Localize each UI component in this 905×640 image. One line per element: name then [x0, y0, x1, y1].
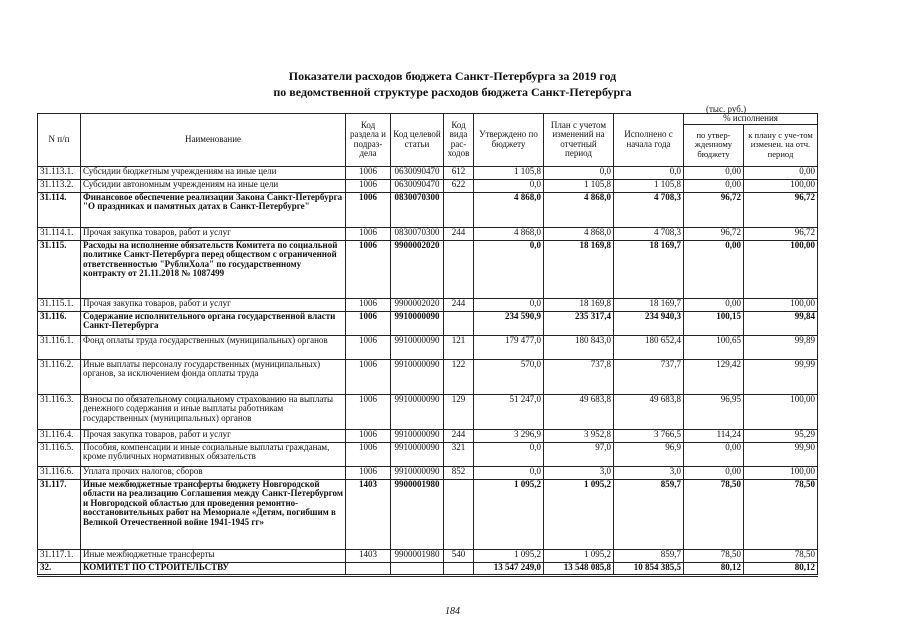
row-plan: 3,0	[544, 466, 614, 479]
row-section: 1006	[346, 311, 391, 335]
header-article-code: Код целевой статьи	[391, 114, 444, 167]
row-name: Иные межбюджетные трансферты бюджету Новгородской области на реализацию Соглашения между Санкт-Петербургом и Новгородской областью для проведения ремонтно-восстановительных работ на Мемориале «Детям, погибшим в Великой Отечественной войне 1941-1945 гг»	[81, 479, 346, 549]
row-pct-plan: 99,99	[744, 359, 818, 394]
row-article: 9900001980	[391, 479, 444, 549]
row-article: 9910000090	[391, 311, 444, 335]
row-executed: 737,7	[614, 359, 684, 394]
row-name: Расходы на исполнение обязательств Комитета по социальной политике Санкт-Петербурга перед обществом с ограниченной ответственностью "РублиХола" по государственному контракту от 21.11.2018 № 1087499	[81, 240, 346, 298]
row-num: 31.115.	[38, 240, 81, 298]
row-article: 9910000090	[391, 466, 444, 479]
row-approved: 4 868,0	[474, 227, 544, 240]
row-kind: 244	[444, 298, 474, 311]
row-plan: 1 095,2	[544, 549, 614, 562]
row-num: 32.	[38, 562, 81, 575]
row-pct-approved: 100,15	[684, 311, 744, 335]
row-section: 1006	[346, 394, 391, 429]
row-section: 1403	[346, 549, 391, 562]
row-executed: 18 169,7	[614, 240, 684, 298]
row-section	[346, 562, 391, 575]
row-plan: 4 868,0	[544, 192, 614, 227]
row-pct-plan: 95,29	[744, 429, 818, 442]
row-pct-approved: 0,00	[684, 240, 744, 298]
row-pct-plan: 100,00	[744, 240, 818, 298]
row-executed: 180 652,4	[614, 335, 684, 359]
row-section: 1006	[346, 179, 391, 192]
row-name: Уплата прочих налогов, сборов	[81, 466, 346, 479]
row-num: 31.117.1.	[38, 549, 81, 562]
row-name: КОМИТЕТ ПО СТРОИТЕЛЬСТВУ	[81, 562, 346, 575]
row-article: 9900001980	[391, 549, 444, 562]
row-executed: 0,0	[614, 166, 684, 179]
row-num: 31.114.	[38, 192, 81, 227]
row-pct-plan: 99,90	[744, 442, 818, 466]
row-article: 9910000090	[391, 394, 444, 429]
row-plan: 180 843,0	[544, 335, 614, 359]
row-pct-approved: 0,00	[684, 466, 744, 479]
row-approved: 0,0	[474, 466, 544, 479]
row-approved: 3 296,9	[474, 429, 544, 442]
row-article: 9900002020	[391, 298, 444, 311]
row-kind: 244	[444, 227, 474, 240]
row-executed: 1 105,8	[614, 179, 684, 192]
row-approved: 0,0	[474, 298, 544, 311]
row-article: 0830070300	[391, 227, 444, 240]
row-pct-approved: 78,50	[684, 549, 744, 562]
row-kind: 244	[444, 429, 474, 442]
row-name: Субсидии бюджетным учреждениям на иные цели	[81, 166, 346, 179]
row-executed: 18 169,7	[614, 298, 684, 311]
row-num: 31.116.6.	[38, 466, 81, 479]
row-kind: 622	[444, 179, 474, 192]
row-approved: 1 095,2	[474, 479, 544, 549]
row-section: 1006	[346, 240, 391, 298]
row-approved: 1 105,8	[474, 166, 544, 179]
row-pct-approved: 96,72	[684, 227, 744, 240]
row-kind: 612	[444, 166, 474, 179]
row-kind: 121	[444, 335, 474, 359]
units-label: (тыс. руб.)	[706, 104, 747, 114]
row-num: 31.116.5.	[38, 442, 81, 466]
row-section: 1006	[346, 359, 391, 394]
row-num: 31.113.2.	[38, 179, 81, 192]
row-section: 1006	[346, 442, 391, 466]
row-article: 0830070300	[391, 192, 444, 227]
row-article: 9910000090	[391, 359, 444, 394]
report-title-line-1: Показатели расходов бюджета Санкт-Петербурга за 2019 год	[288, 69, 617, 83]
row-name: Прочая закупка товаров, работ и услуг	[81, 227, 346, 240]
row-pct-plan: 78,50	[744, 479, 818, 549]
row-plan: 4 868,0	[544, 227, 614, 240]
row-article: 9910000090	[391, 429, 444, 442]
row-kind: 852	[444, 466, 474, 479]
row-executed: 234 940,3	[614, 311, 684, 335]
row-pct-approved: 96,95	[684, 394, 744, 429]
row-approved: 0,0	[474, 240, 544, 298]
row-pct-plan: 99,84	[744, 311, 818, 335]
row-num: 31.115.1.	[38, 298, 81, 311]
header-pct-plan: к плану с уче-том изменен. на отч. период	[744, 124, 818, 166]
row-section: 1006	[346, 466, 391, 479]
row-name: Иные выплаты персоналу государственных (муниципальных) органов, за исключением фонда оплаты труда	[81, 359, 346, 394]
row-executed: 859,7	[614, 549, 684, 562]
row-executed: 4 708,3	[614, 192, 684, 227]
budget-table	[37, 113, 818, 577]
row-approved: 1 095,2	[474, 549, 544, 562]
row-section: 1006	[346, 166, 391, 179]
row-kind: 321	[444, 442, 474, 466]
row-approved: 570,0	[474, 359, 544, 394]
row-pct-approved: 129,42	[684, 359, 744, 394]
row-pct-plan: 96,72	[744, 227, 818, 240]
row-executed: 4 708,3	[614, 227, 684, 240]
row-pct-plan: 96,72	[744, 192, 818, 227]
header-plan: План с учетом изменений на отчетный период	[544, 114, 614, 167]
row-section: 1403	[346, 479, 391, 549]
header-name: Наименование	[81, 114, 346, 167]
row-pct-approved: 78,50	[684, 479, 744, 549]
row-executed: 10 854 385,5	[614, 562, 684, 575]
row-approved: 51 247,0	[474, 394, 544, 429]
row-num: 31.113.1.	[38, 166, 81, 179]
header-approved: Утверждено по бюджету	[474, 114, 544, 167]
row-plan: 3 952,8	[544, 429, 614, 442]
row-section: 1006	[346, 227, 391, 240]
row-executed: 96,9	[614, 442, 684, 466]
row-executed: 3,0	[614, 466, 684, 479]
row-kind	[444, 311, 474, 335]
header-kind-code: Код вида рас-ходов	[444, 114, 474, 167]
row-kind	[444, 562, 474, 575]
row-section: 1006	[346, 429, 391, 442]
header-num: N п/п	[38, 114, 81, 167]
row-executed: 3 766,5	[614, 429, 684, 442]
row-executed: 859,7	[614, 479, 684, 549]
row-name: Прочая закупка товаров, работ и услуг	[81, 429, 346, 442]
page-number: 184	[445, 606, 460, 617]
row-name: Взносы по обязательному социальному страхованию на выплаты денежного содержания и иные выплаты работникам государственных (муниципальных) органов	[81, 394, 346, 429]
row-pct-plan: 100,00	[744, 179, 818, 192]
row-pct-approved: 80,12	[684, 562, 744, 575]
row-section: 1006	[346, 335, 391, 359]
row-pct-plan: 78,50	[744, 549, 818, 562]
header-percent-group: % исполнения	[684, 114, 818, 125]
row-kind	[444, 479, 474, 549]
row-plan: 18 169,8	[544, 240, 614, 298]
row-kind: 540	[444, 549, 474, 562]
header-section-code: Код раздела и подраз-дела	[346, 114, 391, 167]
row-num: 31.116.	[38, 311, 81, 335]
row-num: 31.117.	[38, 479, 81, 549]
row-name: Иные межбюджетные трансферты	[81, 549, 346, 562]
row-pct-approved: 96,72	[684, 192, 744, 227]
row-name: Содержание исполнительного органа государственной власти Санкт-Петербурга	[81, 311, 346, 335]
row-plan: 97,0	[544, 442, 614, 466]
row-article: 9910000090	[391, 442, 444, 466]
row-pct-approved: 0,00	[684, 179, 744, 192]
row-plan: 1 105,8	[544, 179, 614, 192]
row-pct-plan: 0,00	[744, 166, 818, 179]
row-plan: 49 683,8	[544, 394, 614, 429]
row-approved: 179 477,0	[474, 335, 544, 359]
row-name: Пособия, компенсации и иные социальные выплаты гражданам, кроме публичных нормативных обязательств	[81, 442, 346, 466]
row-approved: 0,0	[474, 179, 544, 192]
row-name: Субсидии автономным учреждениям на иные цели	[81, 179, 346, 192]
row-article: 9900002020	[391, 240, 444, 298]
row-pct-approved: 114,24	[684, 429, 744, 442]
row-num: 31.116.4.	[38, 429, 81, 442]
row-plan: 1 095,2	[544, 479, 614, 549]
row-num: 31.116.3.	[38, 394, 81, 429]
row-pct-plan: 100,00	[744, 298, 818, 311]
row-executed: 49 683,8	[614, 394, 684, 429]
row-kind: 122	[444, 359, 474, 394]
row-name: Финансовое обеспечение реализации Закона Санкт-Петербурга "О праздниках и памятных датах в Санкт-Петербурге"	[81, 192, 346, 227]
row-pct-plan: 99,89	[744, 335, 818, 359]
row-plan: 0,0	[544, 166, 614, 179]
row-plan: 235 317,4	[544, 311, 614, 335]
row-article: 0630090470	[391, 166, 444, 179]
row-num: 31.116.1.	[38, 335, 81, 359]
row-article	[391, 562, 444, 575]
row-pct-plan: 100,00	[744, 394, 818, 429]
header-pct-approved: по утвер-жденному бюджету	[684, 124, 744, 166]
row-approved: 234 590,9	[474, 311, 544, 335]
row-approved: 4 868,0	[474, 192, 544, 227]
row-approved: 13 547 249,0	[474, 562, 544, 575]
row-name: Прочая закупка товаров, работ и услуг	[81, 298, 346, 311]
row-section: 1006	[346, 298, 391, 311]
row-article: 0630090470	[391, 179, 444, 192]
row-pct-approved: 100,65	[684, 335, 744, 359]
row-section: 1006	[346, 192, 391, 227]
row-pct-plan: 100,00	[744, 466, 818, 479]
row-plan: 737,8	[544, 359, 614, 394]
row-name: Фонд оплаты труда государственных (муниципальных) органов	[81, 335, 346, 359]
row-plan: 13 548 085,8	[544, 562, 614, 575]
row-num: 31.114.1.	[38, 227, 81, 240]
row-approved: 0,0	[474, 442, 544, 466]
row-pct-approved: 0,00	[684, 166, 744, 179]
row-article: 9910000090	[391, 335, 444, 359]
row-pct-plan: 80,12	[744, 562, 818, 575]
header-executed: Исполнено с начала года	[614, 114, 684, 167]
row-pct-approved: 0,00	[684, 298, 744, 311]
row-pct-approved: 0,00	[684, 442, 744, 466]
report-title-line-2: по ведомственной структуре расходов бюджета Санкт-Петербурга	[273, 85, 632, 99]
row-kind	[444, 192, 474, 227]
row-num: 31.116.2.	[38, 359, 81, 394]
row-plan: 18 169,8	[544, 298, 614, 311]
row-kind: 129	[444, 394, 474, 429]
row-kind	[444, 240, 474, 298]
